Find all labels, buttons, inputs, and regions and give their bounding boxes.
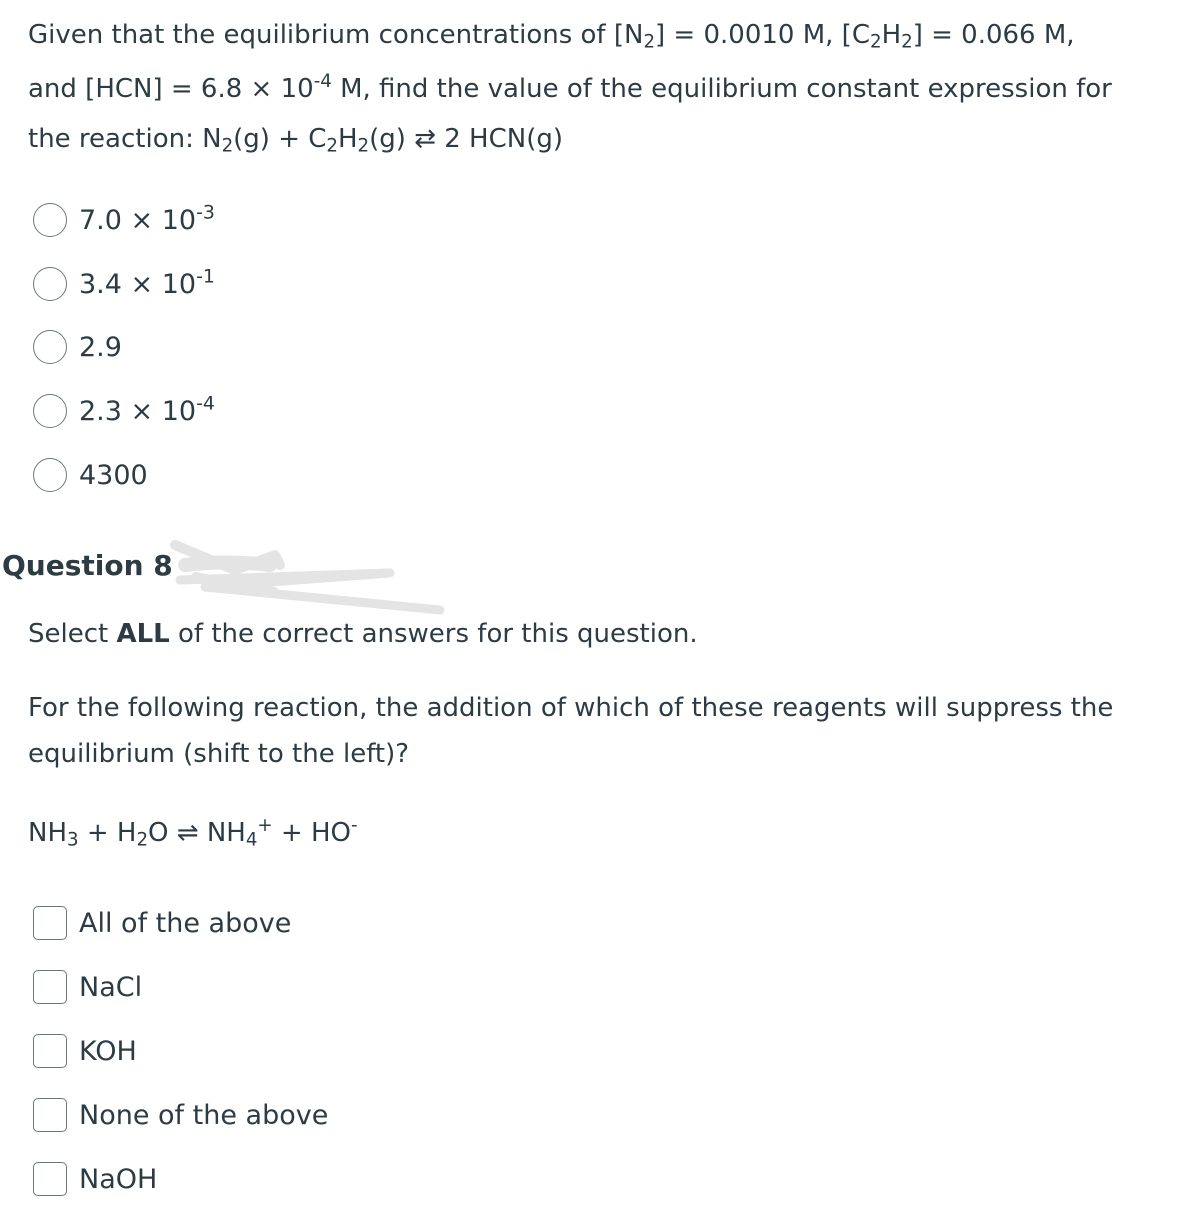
radio-button[interactable]: [33, 394, 67, 428]
q8-option-3[interactable]: [33, 1031, 137, 1071]
radio-button[interactable]: [33, 458, 67, 492]
q8-option-1[interactable]: [33, 903, 291, 943]
radio-button[interactable]: [33, 330, 67, 364]
q7-option-5[interactable]: [33, 455, 148, 495]
radio-button[interactable]: [33, 203, 67, 237]
q8-instruction: Select ALL of the correct answers for this question.: [28, 619, 698, 649]
q8-reaction-equation: $NH_3 + H_2O$ ⇌ $NH_4^+ + HO^-$: [28, 815, 358, 851]
q8-option-5[interactable]: [33, 1159, 157, 1199]
q7-option-1[interactable]: [33, 200, 215, 240]
checkbox[interactable]: [33, 1098, 67, 1132]
redaction-scribble: [165, 535, 450, 620]
checkbox[interactable]: [33, 970, 67, 1004]
question-7-prompt: [28, 8, 1168, 162]
q7-option-4[interactable]: [33, 391, 215, 431]
q7-option-label: $3.4 \times 10^{-1}$: [79, 265, 215, 300]
q8-option-label: None of the above: [79, 1099, 329, 1131]
checkbox[interactable]: [33, 1034, 67, 1068]
q8-option-4[interactable]: [33, 1095, 328, 1135]
equilibrium-arrow-icon: ⇌: [176, 818, 199, 848]
q7-option-label: $2.3 \times 10^{-4}$: [79, 392, 215, 427]
q7-option-label: $7.0 \times 10^{-3}$: [79, 201, 215, 236]
q7-line-2: and $[HCN] = 6.8 \times 10^{-4}$ M, find the value of the equilibrium constant expression for: [28, 71, 1112, 104]
q8-option-label: NaOH: [79, 1163, 158, 1195]
q7-line-3: the reaction: $N_2(g) + C_2H_2(g)$ ⇄ 2 HCN(g): [28, 124, 563, 157]
question-8-title: Question 8: [2, 549, 173, 582]
checkbox[interactable]: [33, 906, 67, 940]
q8-option-label: NaCl: [79, 971, 143, 1003]
q8-option-label: All of the above: [79, 907, 292, 939]
q7-option-label: 2.9: [79, 331, 122, 363]
q7-option-label: 4300: [79, 459, 148, 491]
checkbox[interactable]: [33, 1162, 67, 1196]
q7-option-3[interactable]: [33, 327, 122, 367]
q8-prompt: For the following reaction, the addition of which of these reagents will suppress the equilibrium (shift to the left)?: [28, 693, 1114, 769]
q7-option-2[interactable]: [33, 264, 215, 304]
q8-option-label: KOH: [79, 1035, 137, 1067]
radio-button[interactable]: [33, 267, 67, 301]
q8-option-2[interactable]: [33, 967, 142, 1007]
q7-line-1: Given that the equilibrium concentrations of $[N_2] = 0.0010$ M, $[C_2H_2] = 0.066$ M,: [28, 20, 1075, 53]
